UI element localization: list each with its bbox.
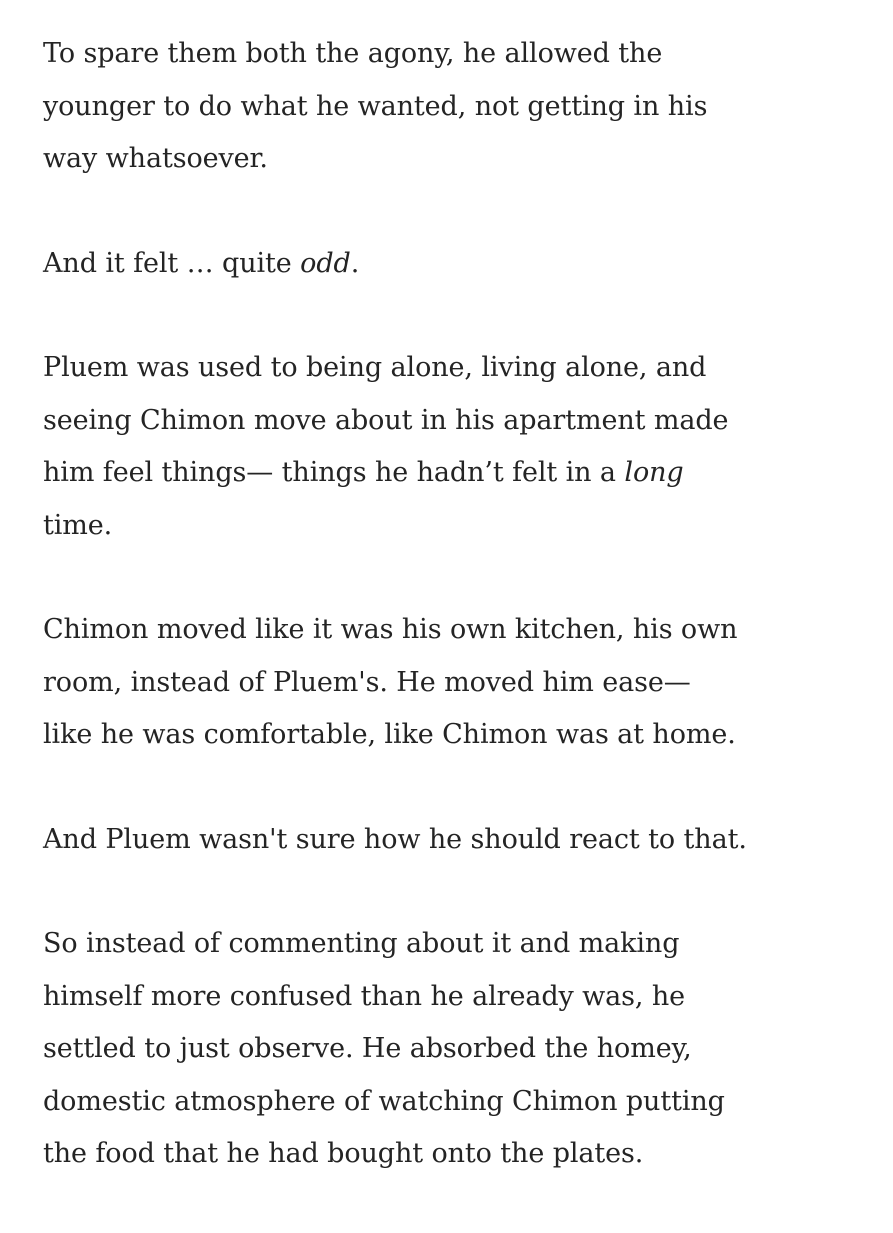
text-segment: . [350,247,360,279]
text-line: To spare them both the agony, he allowed the [43,38,663,69]
text-segment: And it felt … quite [43,247,301,279]
text-line: settled to just observe. He absorbed the homey, [43,1033,692,1064]
text-line: domestic atmosphere of watching Chimon putting [43,1085,725,1117]
paragraph-2 [43,238,873,291]
text-line: And Pluem wasn't sure how he should react to that. [43,823,747,855]
text-line: way whatsoever. [43,143,268,174]
text-segment: him feel things— things he hadn’t felt in a [43,457,625,488]
text-line: time. [43,509,113,541]
article-body [43,28,873,1233]
paragraph-6 [43,918,873,1181]
text-line: the food that he had bought onto the plates. [43,1138,644,1169]
text-line: himself more confused than he already was, he [43,980,686,1012]
emphasis-long: long [624,457,684,488]
text-line: Chimon moved like it was his own kitchen, his own [43,614,738,645]
text-line [43,447,873,500]
text-line [43,238,873,291]
paragraph-4 [43,604,873,762]
text-line: room, instead of Pluem's. He moved him ease— [43,666,691,698]
text-line: Pluem was used to being alone, living alone, and [43,352,707,383]
emphasis-odd: odd [300,247,351,279]
text-line: younger to do what he wanted, not getting in his [43,90,708,122]
paragraph-1 [43,28,873,186]
paragraph-3 [43,342,873,552]
paragraph-5 [43,814,873,867]
text-line: seeing Chimon move about in his apartment made [43,404,729,436]
text-line: like he was comfortable, like Chimon was at home. [43,719,736,750]
text-line: So instead of commenting about it and making [43,928,680,959]
